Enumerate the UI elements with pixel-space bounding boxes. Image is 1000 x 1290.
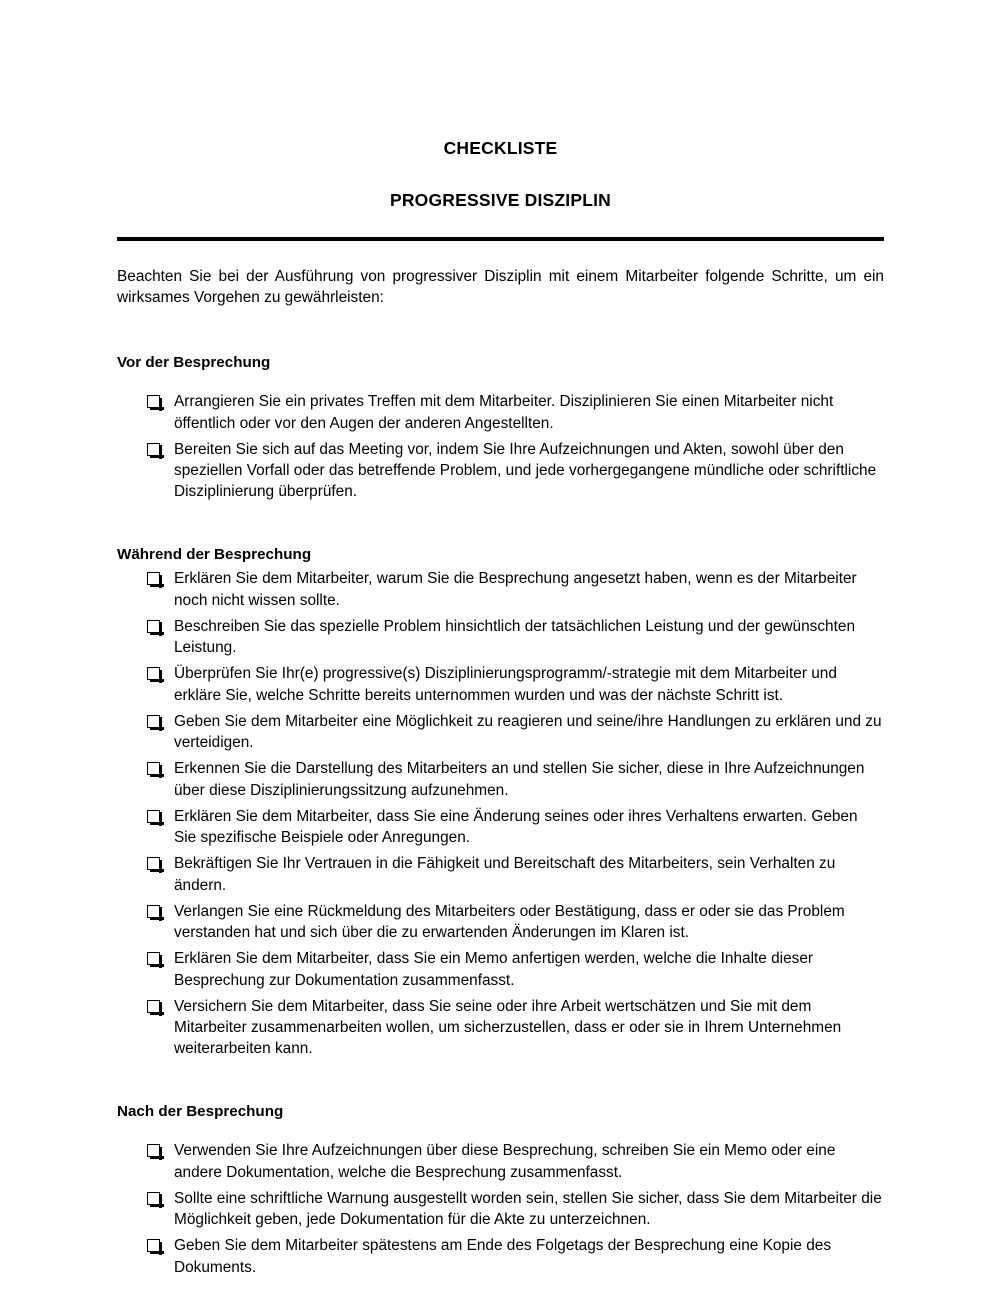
checklist: [117, 564, 884, 1063]
checklist-item[interactable]: [117, 567, 884, 615]
checklist-item-label: Erklären Sie dem Mitarbeiter, dass Sie ein Memo anfertigen werden, welche die Inhalte dieser Besprechung zur Dokumentation zusammenfasst.: [174, 950, 814, 989]
checklist-item-label: Erkennen Sie die Darstellung des Mitarbeiters an und stellen Sie sicher, diese in Ihre Aufzeichnungen über diese Disziplinierungssitzung aufzunehmen.: [174, 760, 865, 799]
page-subtitle: PROGRESSIVE DISZIPLIN: [389, 190, 612, 210]
checklist-item[interactable]: [117, 900, 884, 948]
empty-checkbox-icon[interactable]: [147, 395, 160, 408]
checklist-item[interactable]: [117, 947, 884, 995]
checklist-item-label: Geben Sie dem Mitarbeiter eine Möglichkeit zu reagieren und seine/ihre Handlungen zu erklären und zu verteidigen.: [174, 712, 882, 751]
checklist-item-label: Sollte eine schriftliche Warnung ausgestellt worden sein, stellen Sie sicher, dass Sie dem Mitarbeiter die Möglichkeit geben, jede Dokumentation für die Akte zu unterzeichnen.: [174, 1189, 882, 1228]
checklist-item[interactable]: [117, 710, 884, 758]
checklist-item-label: Beschreiben Sie das spezielle Problem hinsichtlich der tatsächlichen Leistung und der gewünschten Leistung.: [174, 617, 856, 656]
checklist-item[interactable]: [117, 662, 884, 710]
empty-checkbox-icon[interactable]: [147, 1192, 160, 1205]
page-title: CHECKLISTE: [443, 138, 558, 158]
empty-checkbox-icon[interactable]: [147, 1144, 160, 1157]
empty-checkbox-icon[interactable]: [147, 620, 160, 633]
checklist: [117, 1121, 884, 1282]
empty-checkbox-icon[interactable]: [147, 572, 160, 585]
empty-checkbox-icon[interactable]: [147, 715, 160, 728]
checklist-item[interactable]: [117, 1234, 884, 1282]
checklist-item-label: Versichern Sie dem Mitarbeiter, dass Sie seine oder ihre Arbeit wertschätzen und Sie mit dem Mitarbeiter zusammenarbeiten wollen, um sicherzustellen, dass er oder sie in Ihrem Unternehmen weiterarbeiten kann.: [174, 997, 842, 1058]
checklist-item-label: Geben Sie dem Mitarbeiter spätestens am Ende des Folgetags der Besprechung eine Kopie des Dokuments.: [174, 1237, 832, 1276]
empty-checkbox-icon[interactable]: [147, 905, 160, 918]
section-nach-der-besprechung: [117, 1064, 884, 1282]
empty-checkbox-icon[interactable]: [147, 667, 160, 680]
checklist-item[interactable]: [117, 390, 884, 438]
empty-checkbox-icon[interactable]: [147, 1000, 160, 1013]
empty-checkbox-icon[interactable]: [147, 857, 160, 870]
checklist-item-label: Bereiten Sie sich auf das Meeting vor, indem Sie Ihre Aufzeichnungen und Akten, sowohl über den speziellen Vorfall oder das betreffende Problem, und jede vorhergegangene mündliche oder schriftliche Disziplinierung überprüfen.: [174, 440, 877, 501]
section-heading: Nach der Besprechung: [117, 1102, 284, 1120]
checklist-item-label: Überprüfen Sie Ihr(e) progressive(s) Disziplinierungsprogramm/-strategie mit dem Mitarbeiter und erkläre Sie, welche Schritte bereits unternommen wurden und was der nächste Schritt ist.: [174, 665, 837, 704]
checklist-item-label: Verlangen Sie eine Rückmeldung des Mitarbeiters oder Bestätigung, dass er oder sie das Problem verstanden hat und sich über die zu erwartenden Änderungen im Klaren ist.: [174, 902, 845, 941]
section-vor-der-besprechung: [117, 309, 884, 507]
checklist-item[interactable]: [117, 852, 884, 900]
checklist-item[interactable]: [117, 1139, 884, 1187]
checklist-item[interactable]: [117, 615, 884, 663]
intro-paragraph: Beachten Sie bei der Ausführung von progressiver Disziplin mit einem Mitarbeiter folgende Schritte, um ein wirksames Vorgehen zu gewährleisten:: [117, 268, 884, 307]
checklist-item[interactable]: [117, 805, 884, 853]
checklist-item-label: Arrangieren Sie ein privates Treffen mit dem Mitarbeiter. Disziplinieren Sie einen Mitarbeiter nicht öffentlich oder vor den Augen der anderen Angestellten.: [174, 393, 834, 432]
checklist-item-label: Erklären Sie dem Mitarbeiter, warum Sie die Besprechung angesetzt haben, wenn es der Mitarbeiter noch nicht wissen sollte.: [174, 570, 857, 609]
checklist: [117, 372, 884, 506]
section-waehrend-der-besprechung: [117, 507, 884, 1064]
checklist-item[interactable]: [117, 438, 884, 507]
checklist-item-label: Verwenden Sie Ihre Aufzeichnungen über diese Besprechung, schreiben Sie ein Memo oder eine andere Dokumentation, welche die Besprechung zusammenfasst.: [174, 1142, 836, 1181]
section-heading: Vor der Besprechung: [117, 353, 271, 371]
checklist-item[interactable]: [117, 757, 884, 805]
empty-checkbox-icon[interactable]: [147, 443, 160, 456]
checklist-item[interactable]: [117, 995, 884, 1064]
title-block: [117, 138, 884, 211]
empty-checkbox-icon[interactable]: [147, 952, 160, 965]
section-heading: Während der Besprechung: [117, 545, 312, 563]
checklist-item[interactable]: [117, 1187, 884, 1235]
empty-checkbox-icon[interactable]: [147, 762, 160, 775]
empty-checkbox-icon[interactable]: [147, 1239, 160, 1252]
empty-checkbox-icon[interactable]: [147, 810, 160, 823]
checklist-item-label: Bekräftigen Sie Ihr Vertrauen in die Fähigkeit und Bereitschaft des Mitarbeiters, sein Verhalten zu ändern.: [174, 855, 836, 894]
checklist-item-label: Erklären Sie dem Mitarbeiter, dass Sie eine Änderung seines oder ihres Verhaltens erwarten. Geben Sie spezifische Beispiele oder Anregungen.: [174, 807, 858, 846]
